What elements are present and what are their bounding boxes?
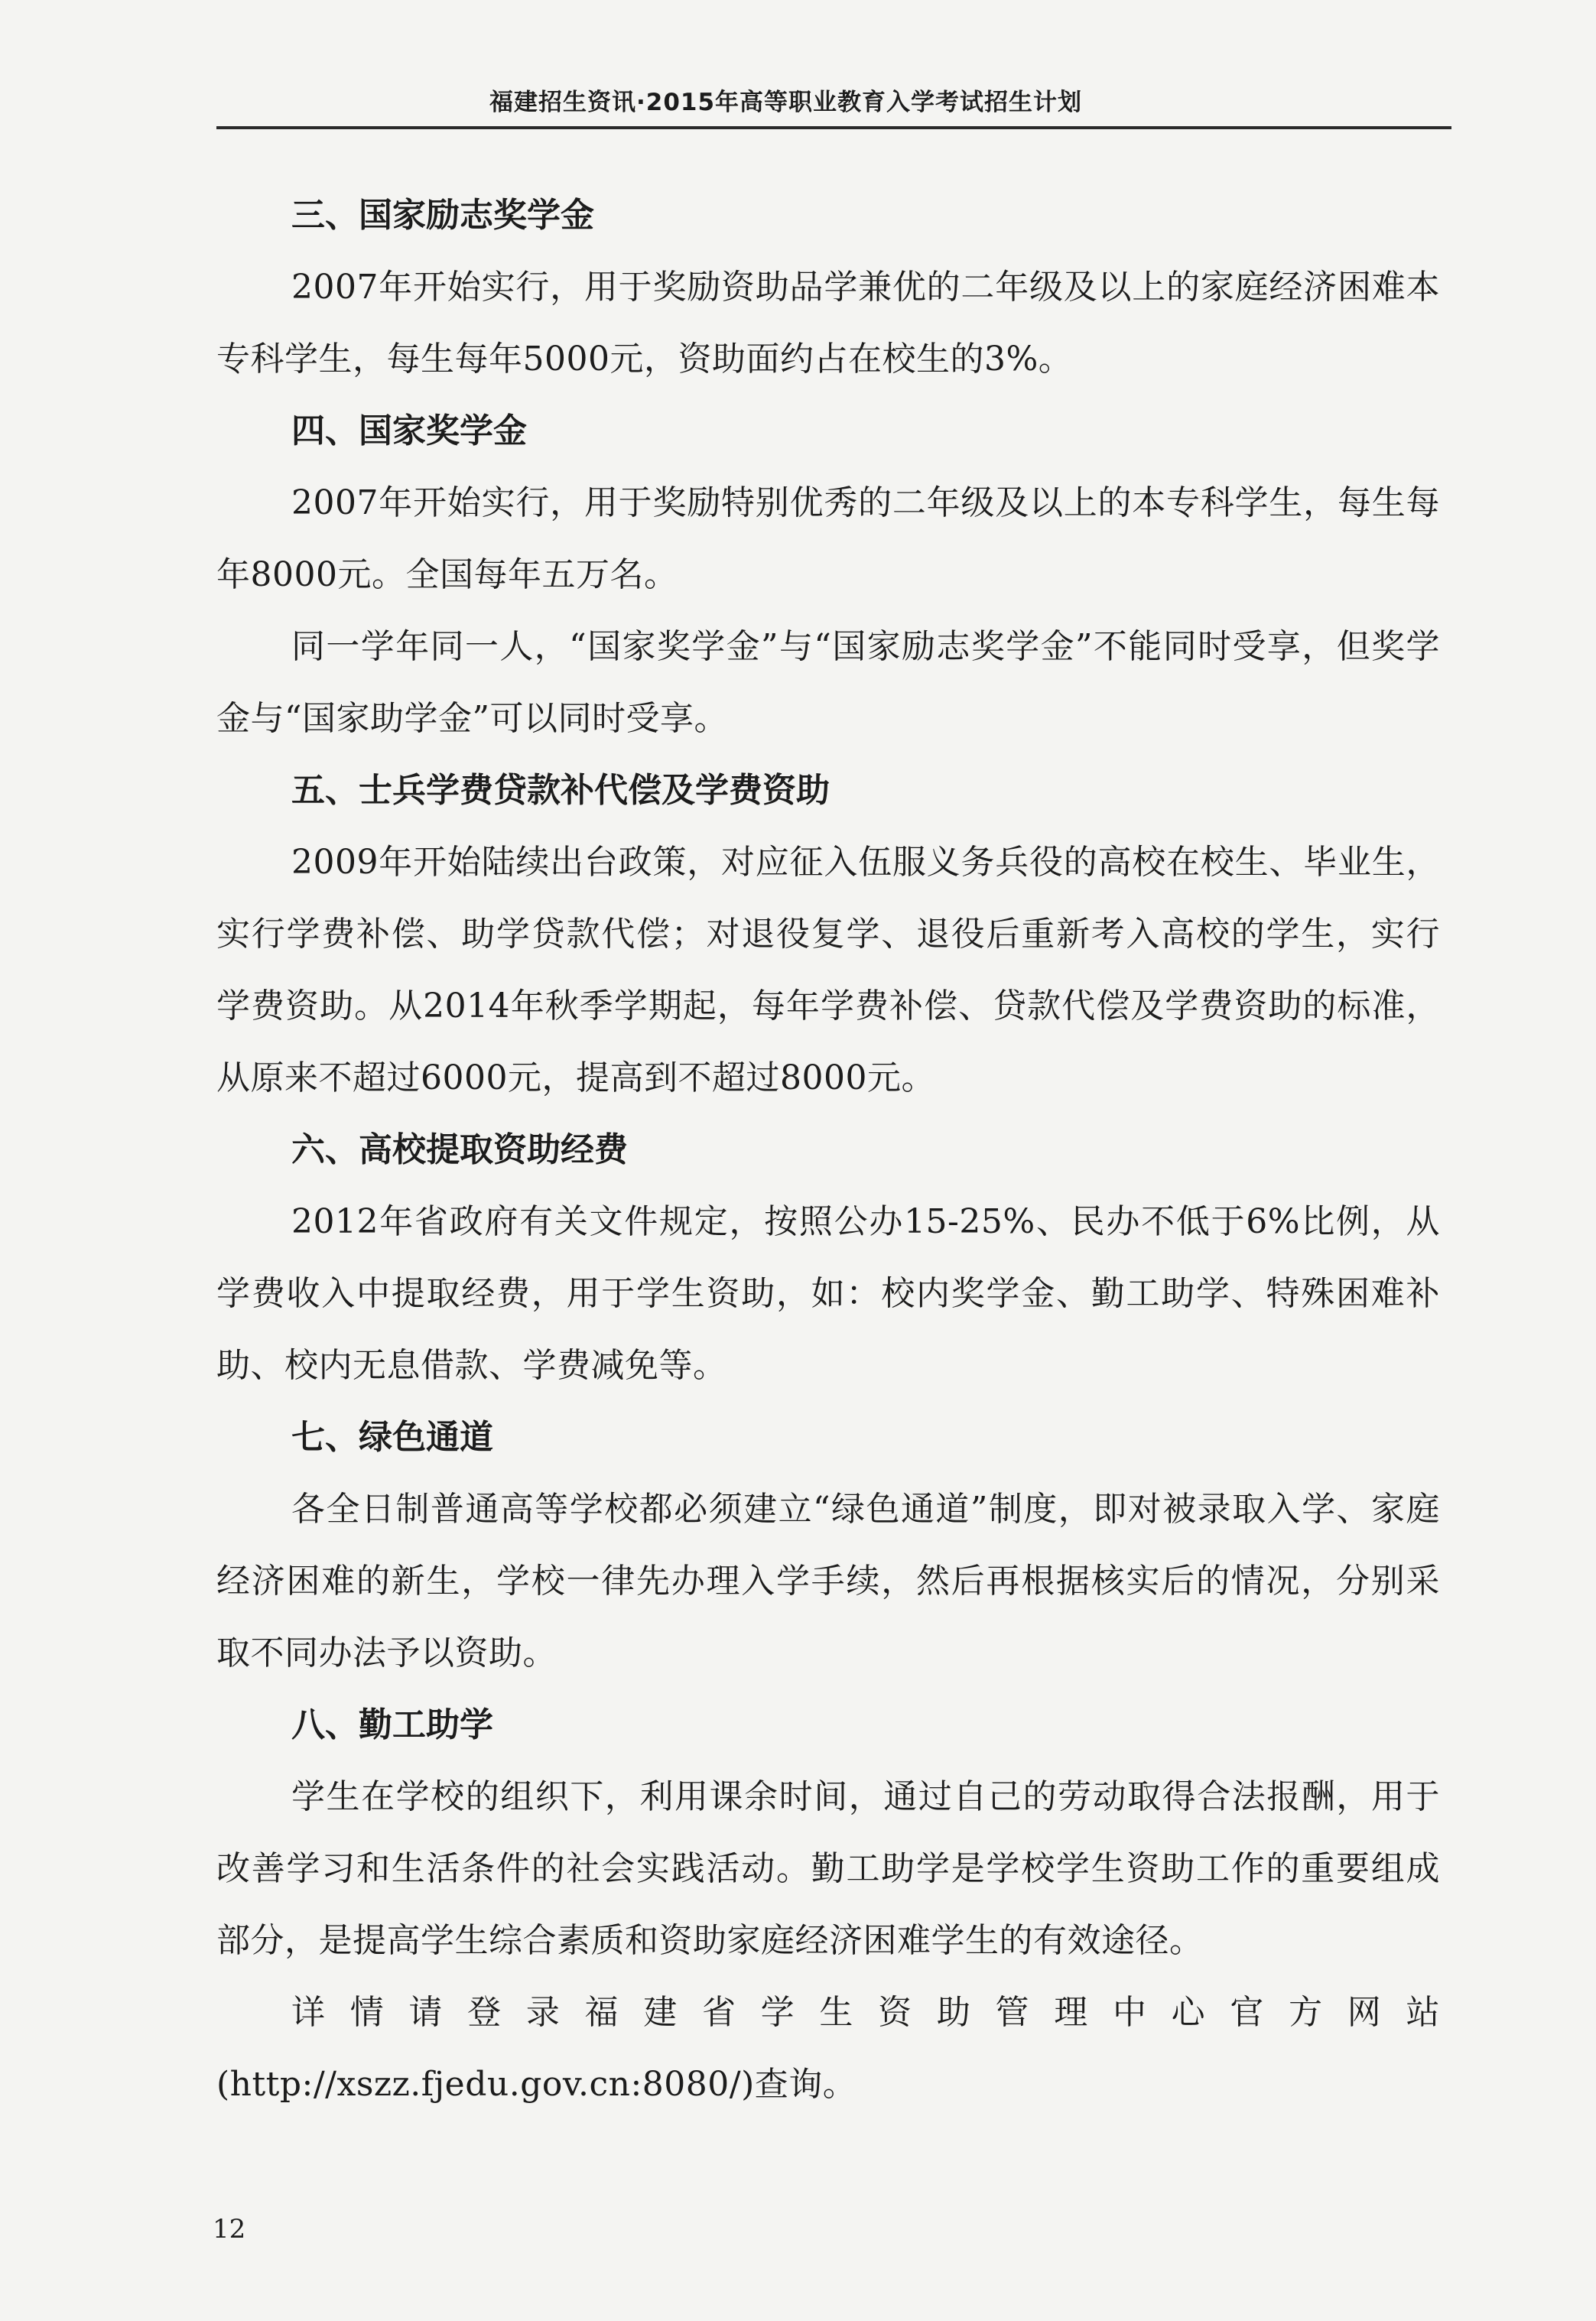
section-national-scholarship <box>216 395 1440 755</box>
section-heading: 三、国家励志奖学金 <box>291 196 594 235</box>
section-heading: 五、士兵学费贷款补代偿及学费资助 <box>291 771 830 810</box>
paragraph: 2007年开始实行，用于奖励特别优秀的二年级及以上的本专科学生，每生每年8000元。全国每年五万名。 <box>216 483 1440 594</box>
section-heading: 六、高校提取资助经费 <box>291 1130 628 1169</box>
paragraph: 各全日制普通高等学校都必须建立“绿色通道”制度，即对被录取入学、家庭经济困难的新生，学校一律先办理入学手续，然后再根据核实后的情况，分别采取不同办法予以资助。 <box>216 1490 1440 1672</box>
page-number: 12 <box>213 2214 246 2245</box>
section-heading: 七、绿色通道 <box>291 1418 493 1457</box>
section-university-aid-funds <box>216 1114 1440 1402</box>
section-heading: 四、国家奖学金 <box>291 411 527 450</box>
paragraph: 2009年开始陆续出台政策，对应征入伍服义务兵役的高校在校生、毕业生，实行学费补偿、助学贷款代偿；对退役复学、退役后重新考入高校的学生，实行学费资助。从2014年秋季学期起，每年学费补偿、贷款代偿及学费资助的标准，从原来不超过6000元，提高到不超过8000元。 <box>216 843 1440 1097</box>
section-green-channel <box>216 1402 1440 1689</box>
document-body <box>216 180 1440 2121</box>
section-heading: 八、勤工助学 <box>291 1705 493 1744</box>
running-header: 福建招生资讯·2015年高等职业教育入学考试招生计划 <box>489 89 1083 116</box>
paragraph-website-note: 详情请登录福建省学生资助管理中心官方网站(http://xszz.fjedu.gov.cn:8080/)查询。 <box>216 1993 1440 2104</box>
section-soldier-tuition-compensation <box>216 755 1440 1114</box>
paragraph: 同一学年同一人，“国家奖学金”与“国家励志奖学金”不能同时受享，但奖学金与“国家助学金”可以同时受享。 <box>216 627 1440 738</box>
section-work-study <box>216 1689 1440 2121</box>
paragraph: 2007年开始实行，用于奖励资助品学兼优的二年级及以上的家庭经济困难本专科学生，每生每年5000元，资助面约占在校生的3%。 <box>216 268 1440 379</box>
paragraph: 2012年省政府有关文件规定，按照公办15-25%、民办不低于6%比例，从学费收入中提取经费，用于学生资助，如：校内奖学金、勤工助学、特殊困难补助、校内无息借款、学费减免等。 <box>216 1202 1440 1385</box>
header-rule <box>216 126 1451 129</box>
section-national-encouragement-scholarship <box>216 180 1440 395</box>
paragraph: 学生在学校的组织下，利用课余时间，通过自己的劳动取得合法报酬，用于改善学习和生活条件的社会实践活动。勤工助学是学校学生资助工作的重要组成部分，是提高学生综合素质和资助家庭经济困难学生的有效途径。 <box>216 1777 1440 1960</box>
